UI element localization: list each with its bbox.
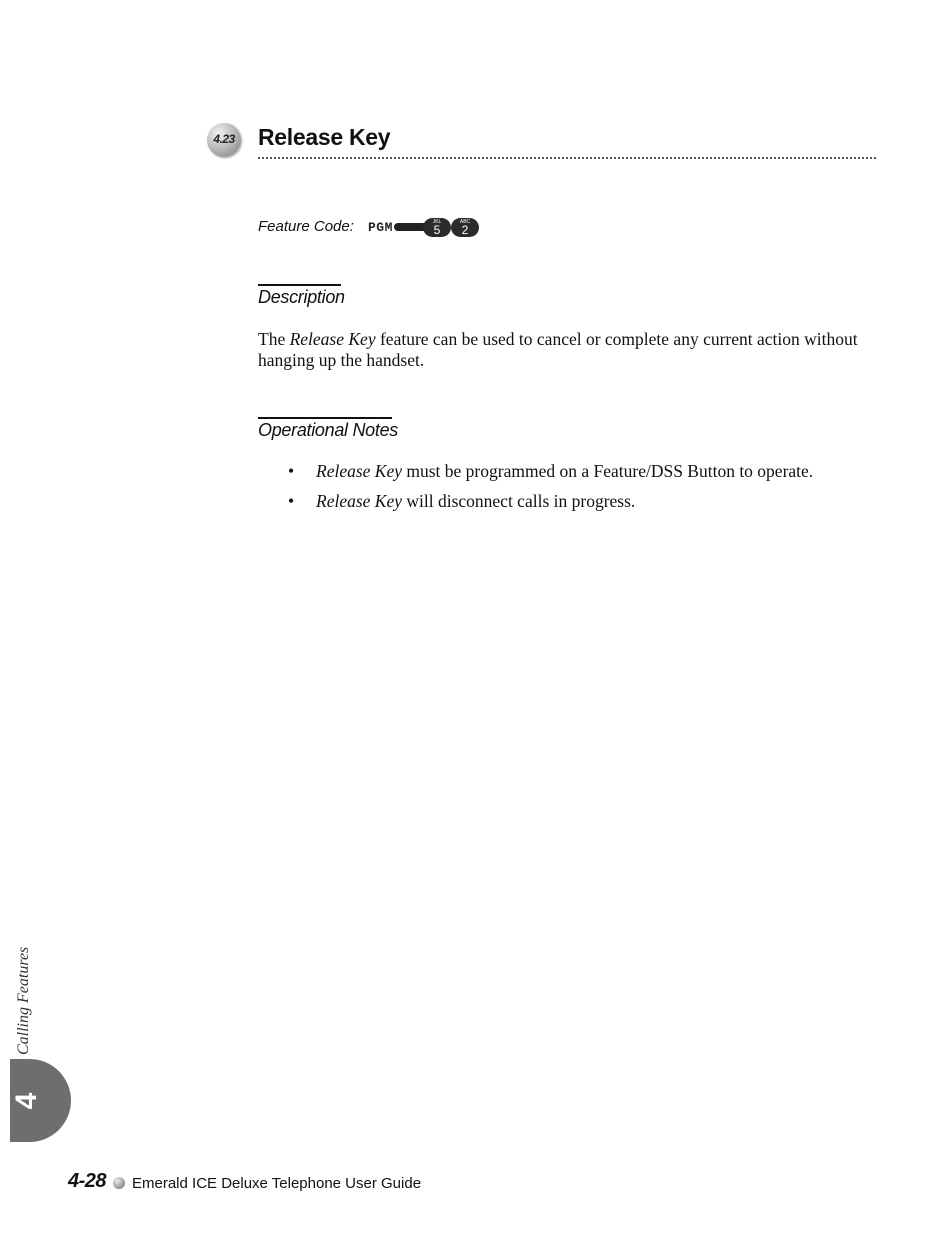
footer-bullet-icon — [113, 1177, 125, 1189]
title-dotted-rule — [258, 157, 876, 159]
section-number: 4.23 — [213, 132, 235, 146]
pgm-key-label: PGM — [368, 220, 393, 235]
section-title: Release Key — [258, 124, 391, 150]
description-text — [258, 329, 858, 371]
dial-key-letters: JKL — [432, 219, 442, 225]
feature-code-label: Feature Code: — [258, 218, 354, 235]
dial-key-digit: 2 — [461, 223, 469, 237]
footer-guide-title: Emerald ICE Deluxe Telephone User Guide — [132, 1175, 422, 1192]
description-text-suffix: feature can be used to cancel or complete any current action without hanging up the handset. — [258, 329, 858, 370]
description-text-prefix: The — [258, 329, 290, 349]
dial-key-letters: ABC — [459, 219, 471, 225]
chapter-side-label: Calling Features — [15, 946, 32, 1055]
bullet-icon: • — [288, 461, 295, 481]
description-feature-name: Release Key — [289, 329, 376, 349]
operational-notes-list — [288, 461, 868, 521]
list-item — [288, 461, 868, 482]
operational-notes-heading-rule — [258, 417, 392, 419]
page-number: 4-28 — [68, 1170, 107, 1192]
dial-key-2 — [451, 218, 479, 237]
note-text: will disconnect calls in progress. — [402, 491, 636, 511]
dial-key-5 — [423, 218, 451, 237]
note-feature-name: Release Key — [316, 491, 402, 511]
description-heading-rule — [258, 284, 341, 286]
note-text: must be programmed on a Feature/DSS Button to operate. — [402, 461, 814, 481]
chapter-number: 4 — [10, 1092, 43, 1110]
list-item — [288, 491, 868, 512]
bullet-icon: • — [288, 491, 295, 511]
note-feature-name: Release Key — [316, 461, 402, 481]
operational-notes-heading: Operational Notes — [258, 420, 398, 440]
dial-key-digit: 5 — [433, 223, 441, 237]
description-heading: Description — [258, 287, 345, 307]
